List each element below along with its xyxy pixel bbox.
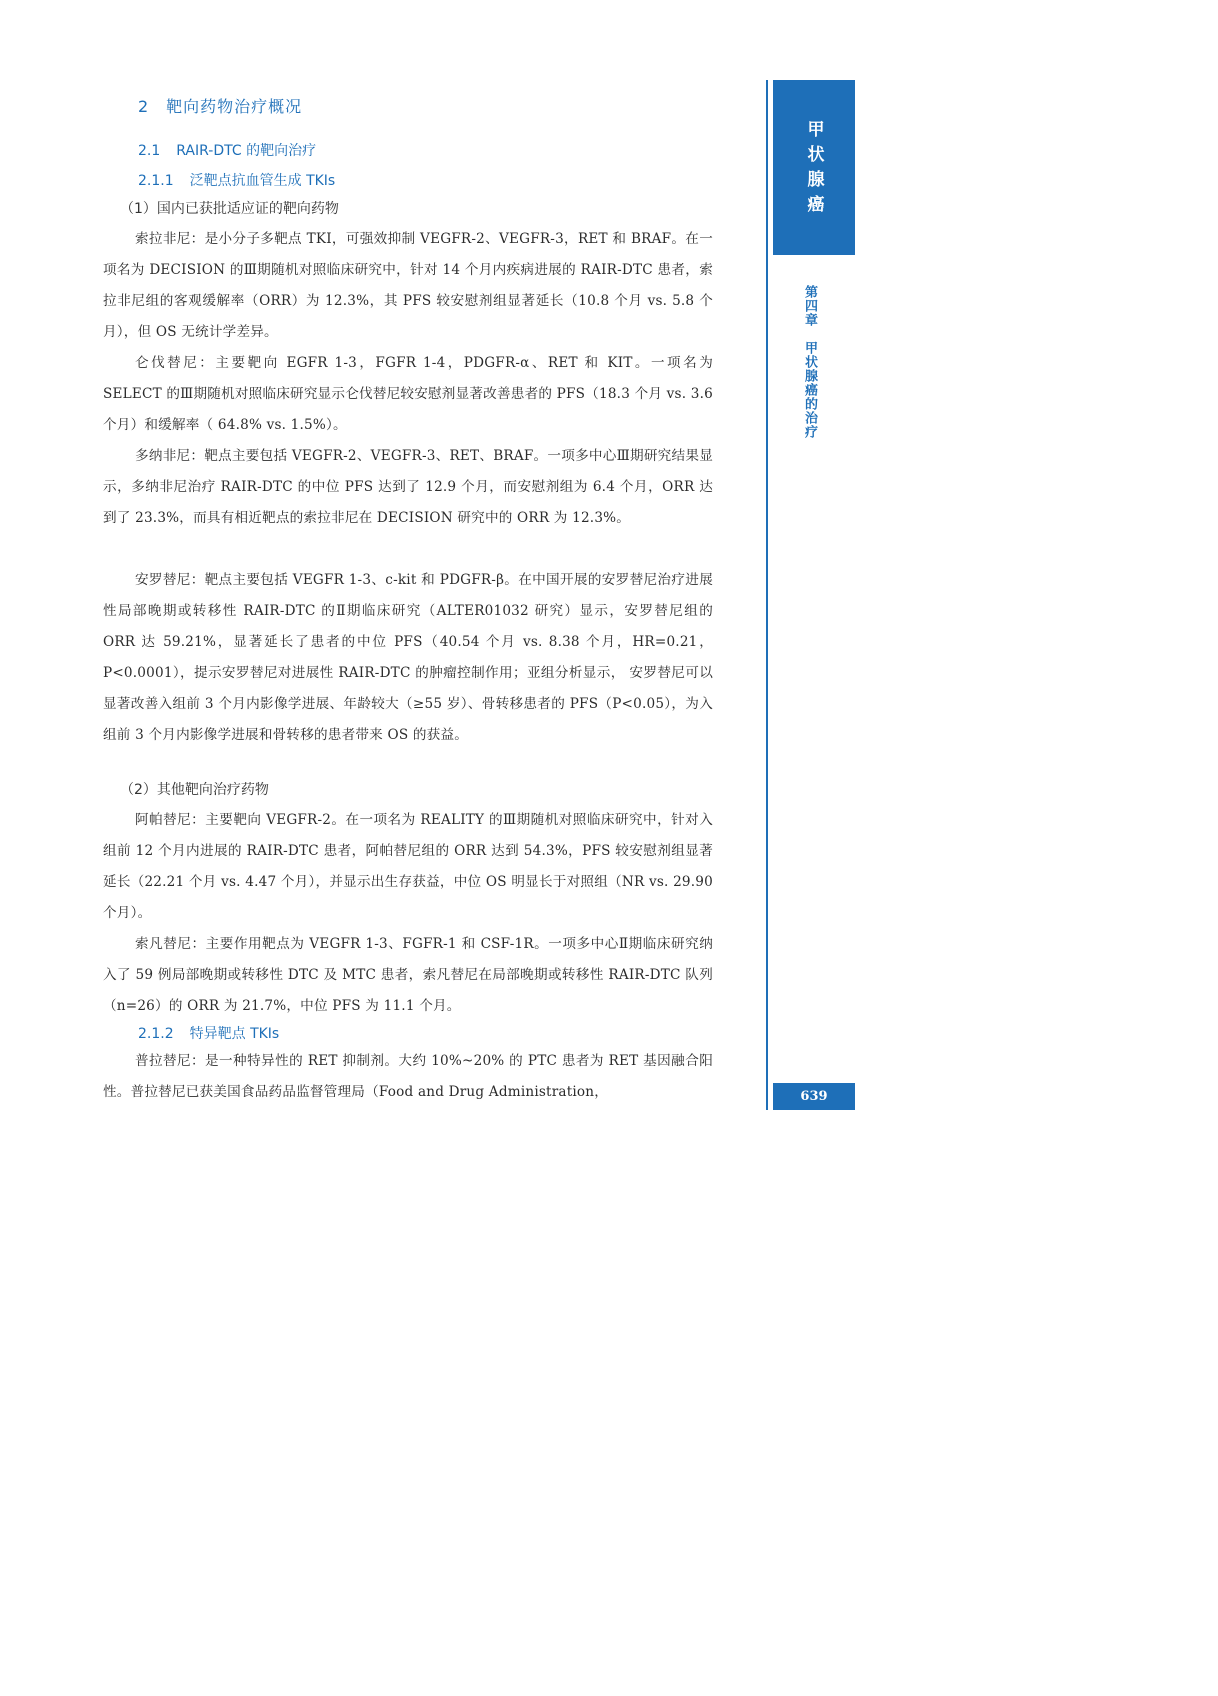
subsection-title: RAIR-DTC 的靶向治疗 <box>176 143 317 159</box>
subsection-heading-2-1-1 <box>138 170 335 190</box>
chapter-tab-label: 甲状腺癌 <box>803 120 824 220</box>
section-heading: 2 靶向药物治疗概况 <box>138 97 303 116</box>
chapter-running-title: 第四章 甲状腺癌的治疗 <box>802 285 817 439</box>
subsection-heading-2-1-2 <box>138 1023 279 1043</box>
paragraph-sorafenib: 索拉非尼：是小分子多靶点 TKI，可强效抑制 VEGFR-2、VEGFR-3，RET 和 BRAF。在一项名为 DECISION 的Ⅲ期随机对照临床研究中，针对 14 个月内疾病进展的 RAIR-DTC 患者，索拉非尼组的客观缓解率（ORR）为 12.3%，其 PFS 较安慰剂组显著延长（10.8 个月 vs. 5.8 个月），但 OS 无统计学差异。 <box>103 231 713 340</box>
paragraph-apatinib: 阿帕替尼：主要靶向 VEGFR-2。在一项名为 REALITY 的Ⅲ期随机对照临床研究中，针对入组前 12 个月内进展的 RAIR-DTC 患者，阿帕替尼组的 ORR 达到 54.3%，PFS 较安慰剂组显著延长（22.21 个月 vs. 4.47 个月），并显示出生存获益，中位 OS 明显长于对照组（NR vs. 29.90 个月）。 <box>103 812 713 921</box>
subheading-other-drugs: （2）其他靶向治疗药物 <box>120 782 269 798</box>
subsection-number: 2.1 <box>138 143 161 159</box>
subsection-number: 2.1.2 <box>138 1026 174 1042</box>
subsection-title: 特异靶点 TKIs <box>189 1026 280 1042</box>
subheading-approved-drugs: （1）国内已获批适应证的靶向药物 <box>120 201 339 217</box>
subsection-title: 泛靶点抗血管生成 TKIs <box>189 173 336 189</box>
paragraph-surufatinib: 索凡替尼：主要作用靶点为 VEGFR 1-3、FGFR-1 和 CSF-1R。一项多中心Ⅱ期临床研究纳入了 59 例局部晚期或转移性 DTC 及 MTC 患者，索凡替尼在局部晚期或转移性 RAIR-DTC 队列（n=26）的 ORR 为 21.7%，中位 PFS 为 11.1 个月。 <box>103 936 713 1014</box>
paragraph-anlotinib: 安罗替尼：靶点主要包括 VEGFR 1-3、c-kit 和 PDGFR-β。在中国开展的安罗替尼治疗进展性局部晚期或转移性 RAIR-DTC 的Ⅱ期临床研究（ALTER01032 研究）显示，安罗替尼组的 ORR 达 59.21%，显著延长了患者的中位 PFS（40.54 个月 vs. 8.38 个月，HR=0.21，P<0.0001），提示安罗替尼对进展性 RAIR-DTC 的肿瘤控制作用；亚组分析显示， 安罗替尼可以显著改善入组前 3 个月内影像学进展、年龄较大（≥55 岁）、骨转移患者的 PFS（P<0.05），为入组前 3 个月内影像学进展和骨转移的患者带来 OS 的获益。 <box>103 572 713 743</box>
page-number: 639 <box>773 1083 855 1110</box>
paragraph-pralsetinib: 普拉替尼：是一种特异性的 RET 抑制剂。大约 10%~20% 的 PTC 患者为 RET 基因融合阳性。普拉替尼已获美国食品药品监督管理局（Food and Drug Administration， <box>103 1053 713 1100</box>
subsection-number: 2.1.1 <box>138 173 174 189</box>
margin-rule <box>766 80 768 1110</box>
chapter-tab <box>773 80 855 255</box>
paragraph-lenvatinib: 仑伐替尼：主要靶向 EGFR 1-3，FGFR 1-4，PDGFR-α、RET 和 KIT。一项名为 SELECT 的Ⅲ期随机对照临床研究显示仑伐替尼较安慰剂显著改善患者的 PFS（18.3 个月 vs. 3.6 个月）和缓解率（ 64.8% vs. 1.5%）。 <box>103 355 713 433</box>
subsection-heading-2-1 <box>138 140 316 160</box>
paragraph-donafenib: 多纳非尼：靶点主要包括 VEGFR-2、VEGFR-3、RET、BRAF。一项多中心Ⅲ期研究结果显示，多纳非尼治疗 RAIR-DTC 的中位 PFS 达到了 12.9 个月，而安慰剂组为 6.4 个月，ORR 达到了 23.3%，而具有相近靶点的索拉非尼在 DECISION 研究中的 ORR 为 12.3%。 <box>103 448 713 526</box>
